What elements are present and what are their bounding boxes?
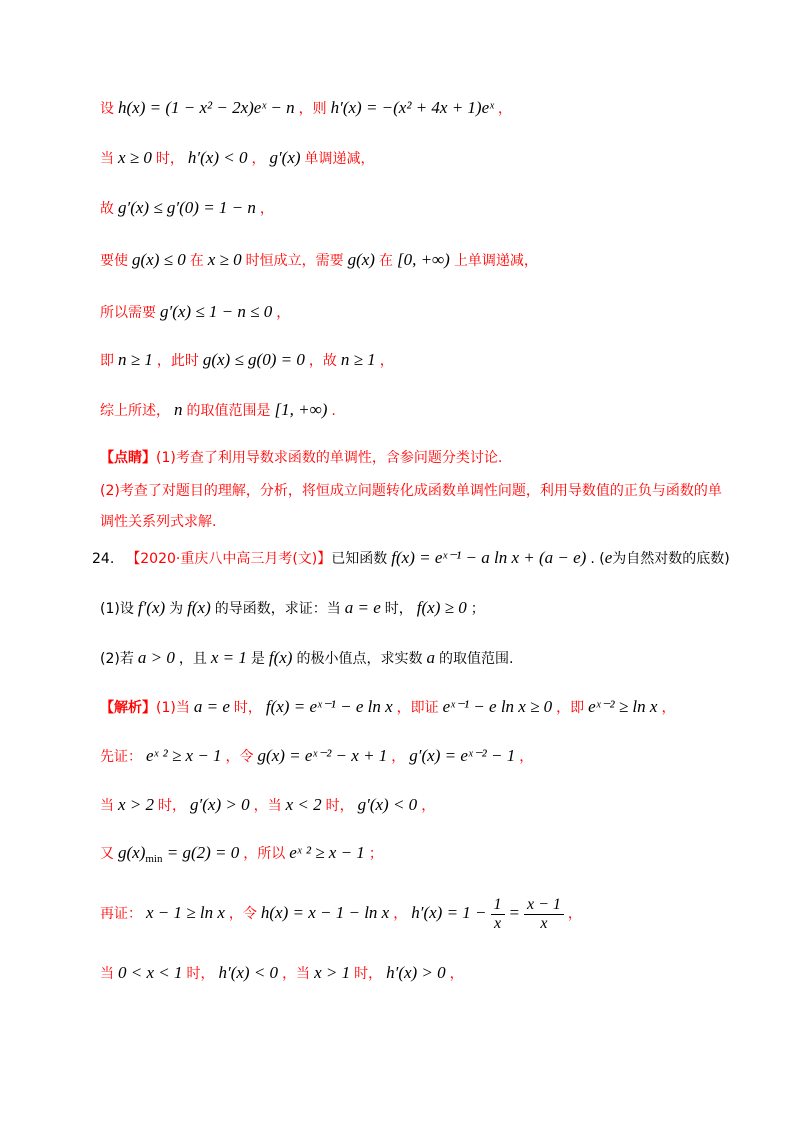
text: 设 bbox=[100, 101, 114, 117]
solution-line-1 bbox=[100, 98, 512, 118]
formula: g′(x) bbox=[269, 148, 301, 167]
text: 时， bbox=[325, 798, 354, 814]
fraction bbox=[491, 896, 505, 933]
text: (1)设 bbox=[100, 601, 134, 617]
formula: g′(x) > 0 bbox=[190, 795, 250, 814]
text: 要使 bbox=[100, 253, 128, 269]
text: 时， bbox=[158, 798, 187, 814]
text: ， bbox=[661, 700, 676, 716]
text: ，则 bbox=[298, 101, 327, 117]
text: 已知函数 bbox=[331, 551, 388, 567]
text: ， bbox=[276, 305, 291, 321]
text: 时， bbox=[384, 601, 413, 617]
text: ， bbox=[519, 749, 534, 765]
analysis-line-5 bbox=[100, 896, 582, 933]
solution-line-6 bbox=[100, 350, 394, 370]
text: ， bbox=[421, 798, 436, 814]
text: (2)若 bbox=[100, 651, 134, 667]
text: ， bbox=[567, 906, 582, 923]
solution-line-5 bbox=[100, 302, 290, 322]
note-tag: 【点睛】 bbox=[100, 450, 156, 466]
text: 单调递减， bbox=[304, 151, 375, 167]
formula: g′(x) ≤ 1 − n ≤ 0 bbox=[160, 302, 273, 321]
formula: h′(x) = −(x² + 4x + 1)eˣ bbox=[330, 98, 494, 117]
formula: x < 2 bbox=[285, 795, 322, 814]
formula: x > 2 bbox=[118, 795, 155, 814]
text: 先证： bbox=[100, 749, 142, 765]
text: 故 bbox=[100, 201, 114, 217]
text: 的极小值点，求实数 bbox=[296, 651, 423, 667]
text: ； bbox=[368, 846, 383, 862]
text: 在 bbox=[189, 253, 204, 269]
note-line-1 bbox=[100, 447, 502, 467]
text: . ( bbox=[590, 551, 605, 567]
formula: a bbox=[426, 648, 435, 667]
formula: f(x) = eˣ⁻¹ − a ln x + (a − e) bbox=[391, 548, 587, 567]
text: ，故 bbox=[308, 353, 337, 369]
text: 的导函数，求证：当 bbox=[214, 601, 341, 617]
text: 时， bbox=[186, 966, 215, 982]
solution-line-3 bbox=[100, 198, 274, 218]
formula: h(x) = x − 1 − ln x bbox=[260, 903, 390, 923]
analysis-line-4 bbox=[100, 843, 383, 865]
text: 时， bbox=[354, 966, 383, 982]
formula: f(x) bbox=[187, 598, 211, 617]
formula: eˣ ² ≥ x − 1 bbox=[146, 746, 222, 765]
text: ，所以 bbox=[243, 846, 286, 862]
text: ， bbox=[379, 353, 394, 369]
formula: h′(x) = 1 − bbox=[411, 903, 487, 923]
text: ，令 bbox=[228, 906, 257, 923]
text: ，令 bbox=[225, 749, 254, 765]
text: 当 bbox=[100, 151, 114, 167]
formula: g(x) bbox=[118, 843, 146, 862]
question-part-2 bbox=[100, 648, 513, 668]
denominator: x bbox=[493, 915, 502, 932]
analysis-line-3 bbox=[100, 795, 435, 815]
formula: a = e bbox=[193, 697, 230, 716]
formula: x ≥ 0 bbox=[118, 148, 152, 167]
text: 是 bbox=[250, 651, 265, 667]
text: 在 bbox=[378, 253, 393, 269]
text: 当 bbox=[100, 798, 114, 814]
text: . bbox=[331, 403, 336, 419]
text: 的取值范围. bbox=[438, 651, 514, 667]
analysis-line-2 bbox=[100, 746, 533, 766]
analysis-line-6 bbox=[100, 963, 464, 983]
formula: f′(x) bbox=[137, 598, 166, 617]
solution-line-4 bbox=[100, 250, 538, 270]
formula: f(x) bbox=[268, 648, 293, 667]
formula: x > 1 bbox=[314, 963, 351, 982]
question-number: 24. bbox=[92, 551, 115, 567]
numerator: 1 bbox=[491, 896, 505, 915]
text: 时恒成立，需要 bbox=[245, 253, 344, 269]
formula: h(x) = (1 − x² − 2x)eˣ − n bbox=[118, 98, 295, 117]
note-line-2 bbox=[100, 480, 722, 500]
text: 又 bbox=[100, 846, 114, 862]
formula: n ≥ 1 bbox=[118, 350, 153, 369]
question-24-stem bbox=[92, 548, 730, 568]
formula: n ≥ 1 bbox=[340, 350, 376, 369]
text: 时， bbox=[155, 151, 184, 167]
formula: a = e bbox=[344, 598, 381, 617]
text: (1)当 bbox=[156, 700, 190, 716]
formula: h′(x) < 0 bbox=[187, 148, 248, 167]
question-source: 【2020·重庆八中高三月考(文)】 bbox=[126, 551, 332, 567]
text: 上单调递减， bbox=[453, 253, 538, 269]
formula: g(x) ≤ 0 bbox=[132, 250, 186, 269]
denominator: x bbox=[540, 915, 548, 932]
text: ，即证 bbox=[396, 700, 439, 716]
formula: g(x) bbox=[347, 250, 375, 269]
text: ； bbox=[470, 601, 485, 617]
formula: = g(2) = 0 bbox=[162, 843, 240, 862]
text: 为自然对数的底数) bbox=[612, 551, 730, 567]
formula: a > 0 bbox=[137, 648, 175, 667]
text: ，且 bbox=[178, 651, 207, 667]
text: 当 bbox=[100, 966, 114, 982]
text: ， bbox=[393, 906, 408, 923]
formula: x = 1 bbox=[210, 648, 247, 667]
question-part-1 bbox=[100, 598, 485, 618]
formula: f(x) ≥ 0 bbox=[416, 598, 467, 617]
text: (1)考查了利用导数求函数的单调性，含参问题分类讨论. bbox=[156, 450, 503, 466]
formula: 0 < x < 1 bbox=[118, 963, 183, 982]
text: 即 bbox=[100, 353, 114, 369]
formula: x ≥ 0 bbox=[207, 250, 242, 269]
formula: [0, +∞) bbox=[396, 250, 450, 269]
formula: g′(x) ≤ g′(0) = 1 − n bbox=[118, 198, 256, 217]
solution-line-2 bbox=[100, 148, 375, 168]
text: 为 bbox=[169, 601, 184, 617]
formula: = bbox=[508, 903, 520, 923]
text: ， bbox=[391, 749, 406, 765]
text: ， bbox=[449, 966, 464, 982]
analysis-line-1 bbox=[100, 697, 675, 717]
formula: e bbox=[604, 548, 613, 567]
numerator: x − 1 bbox=[524, 896, 564, 915]
text: (2)考查了对题目的理解，分析，将恒成立问题转化成函数单调性问题，利用导数值的正负与函数的单 bbox=[100, 483, 722, 499]
text: 所以需要 bbox=[100, 305, 156, 321]
formula: h′(x) > 0 bbox=[386, 963, 446, 982]
text: 再证： bbox=[100, 906, 142, 923]
formula: g(x) ≤ g(0) = 0 bbox=[202, 350, 305, 369]
text: 的取值范围是 bbox=[186, 403, 271, 419]
formula: x − 1 ≥ ln x bbox=[146, 903, 225, 923]
solution-line-7 bbox=[100, 400, 336, 420]
fraction bbox=[524, 896, 564, 933]
note-line-3 bbox=[100, 511, 216, 531]
text: ， bbox=[251, 151, 266, 167]
formula: g′(x) = eˣ⁻² − 1 bbox=[409, 746, 516, 765]
formula: [1, +∞) bbox=[274, 400, 328, 419]
text: ， bbox=[259, 201, 274, 217]
text: 时， bbox=[233, 700, 262, 716]
formula: g(x) = eˣ⁻² − x + 1 bbox=[257, 746, 388, 765]
text: ，当 bbox=[253, 798, 282, 814]
text: ，当 bbox=[282, 966, 311, 982]
subscript: min bbox=[145, 853, 163, 866]
text: ， bbox=[497, 101, 512, 117]
analysis-tag: 【解析】 bbox=[100, 700, 156, 716]
formula: f(x) = eˣ⁻¹ − e ln x bbox=[265, 697, 393, 716]
text: ，此时 bbox=[156, 353, 199, 369]
text: ，即 bbox=[556, 700, 585, 716]
formula: eˣ⁻¹ − e ln x ≥ 0 bbox=[442, 697, 553, 716]
text: 调性关系列式求解. bbox=[100, 514, 217, 530]
formula: eˣ ² ≥ x − 1 bbox=[289, 843, 365, 862]
text: 综上所述， bbox=[100, 403, 170, 419]
formula: n bbox=[174, 400, 183, 419]
formula: eˣ⁻² ≥ ln x bbox=[588, 697, 658, 716]
formula: h′(x) < 0 bbox=[218, 963, 279, 982]
formula: g′(x) < 0 bbox=[357, 795, 418, 814]
